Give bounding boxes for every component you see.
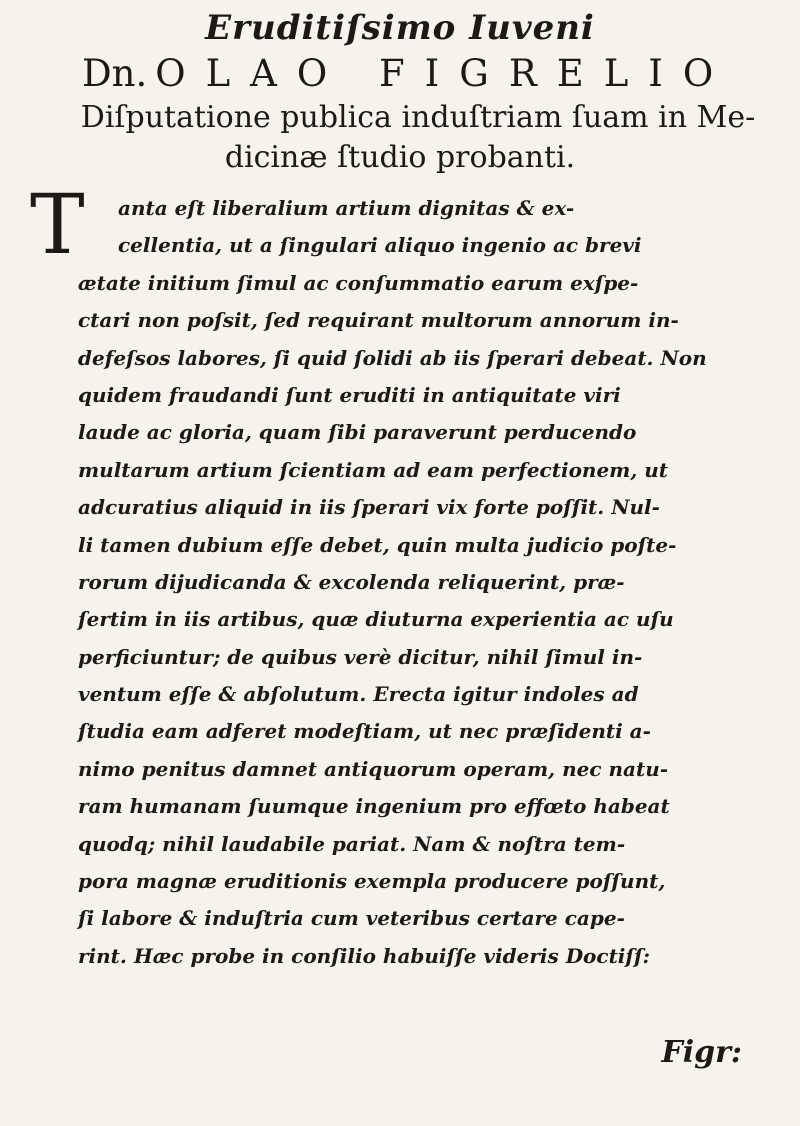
- body-line: pora magnæ eruditionis exempla producere poſſunt,: [78, 869, 666, 894]
- body-line: quodq; nihil laudabile pariat. Nam & noſtra tem-: [78, 831, 626, 856]
- body-line: anta eſt liberalium artium dignitas & ex-: [118, 196, 575, 220]
- body-line: multarum artium ſcientiam ad eam perfectionem, ut: [78, 457, 669, 482]
- body-line: ctari non poſsit, ſed requirant multorum annorum in-: [78, 308, 679, 333]
- body-line: perficiuntur; de quibus verè dicitur, nihil ſimul in-: [78, 644, 643, 669]
- body-line: rorum dijudicanda & excolenda reliquerint, præ-: [78, 569, 625, 594]
- body-line: nimo penitus damnet antiquorum operam, nec natu-: [78, 756, 669, 781]
- body-text: [78, 190, 798, 975]
- body-line: ætate initium ſimul ac conſummatio earum exſpe-: [78, 270, 639, 295]
- body-line: adcuratius aliquid in iis ſperari vix forte poſſit. Nul-: [78, 495, 660, 520]
- body-line: laude ac gloria, quam ſibi paraverunt perducendo: [78, 420, 637, 445]
- body-line: quidem fraudandi ſunt eruditi in antiquitate viri: [78, 382, 621, 407]
- dedication-title: Eruditiſsimo Iuveni: [205, 8, 595, 48]
- body-line: ram humanam ſuumque ingenium pro effœto habeat: [78, 794, 670, 819]
- body-line: cellentia, ut a ſingulari aliquo ingenio ac brevi: [118, 233, 642, 258]
- catchword: Figr:: [661, 1035, 742, 1070]
- name-prefix: Dn.: [82, 52, 148, 95]
- dedication-line-2: dicinæ ſtudio probanti.: [224, 140, 576, 175]
- drop-cap: T: [30, 178, 85, 273]
- body-line: li tamen dubium eſſe debet, quin multa judicio poſte-: [78, 532, 677, 557]
- body-line: ſertim in iis artibus, quæ diuturna experientia ac uſu: [78, 607, 674, 632]
- body-line: ſtudia eam adferet modeſtiam, ut nec præſidenti a-: [78, 719, 651, 744]
- body-line: ſi labore & induſtria cum veteribus certare cape-: [78, 906, 625, 931]
- body-line: ventum eſſe & abſolutum. Erecta igitur indoles ad: [78, 682, 639, 707]
- body-line: defeſsos labores, ſi quid ſolidi ab iis ſperari debeat. Non: [78, 345, 707, 370]
- name-text: OLAO FIGRELIO: [155, 52, 734, 95]
- body-line: rint. Hæc probe in conſilio habuiſſe videris Doctiſſ:: [78, 943, 650, 968]
- dedication-line-1: Diſputatione publica induſtriam ſuam in Me-: [80, 100, 756, 135]
- recipient-name: [82, 52, 733, 95]
